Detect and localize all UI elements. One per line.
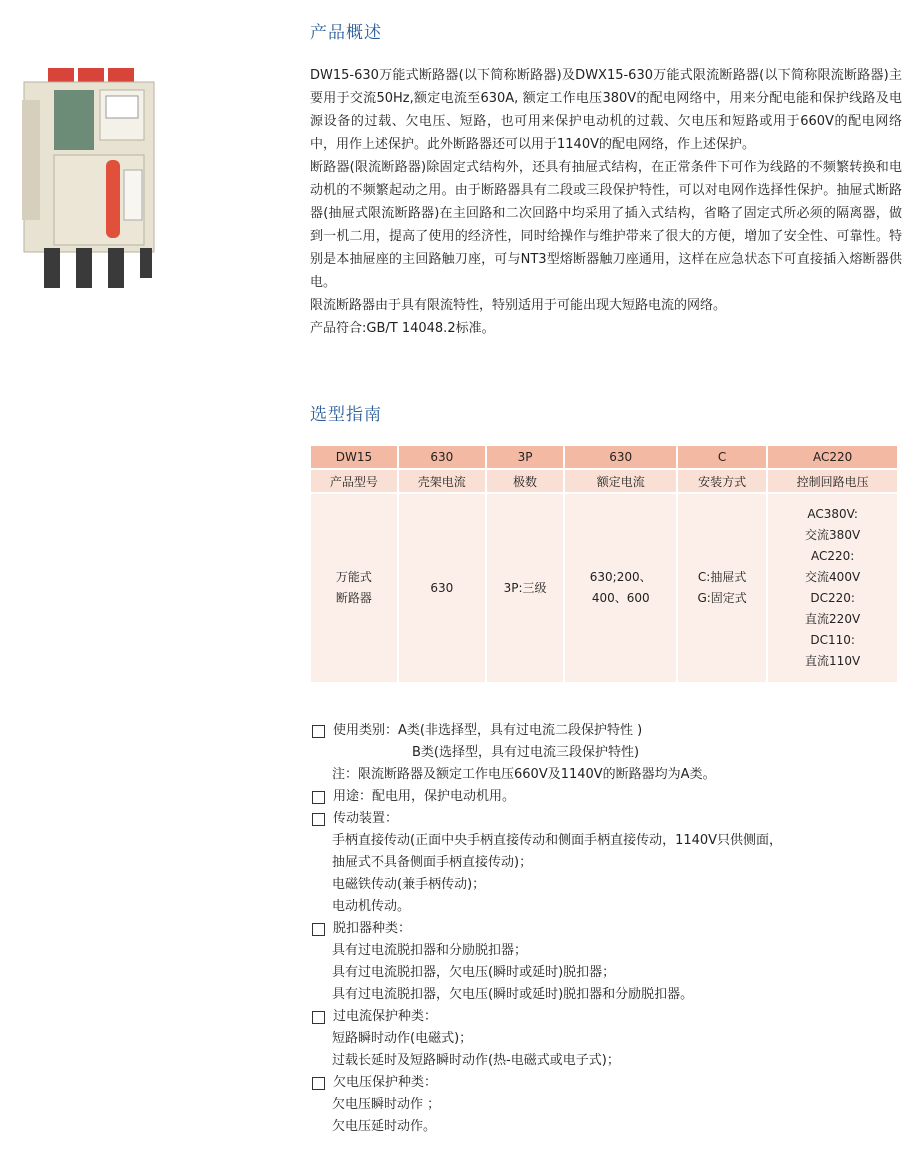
list-item (312, 1006, 912, 1028)
checkbox-icon (312, 791, 325, 804)
header-cell: 安装方式 (678, 470, 766, 492)
overview-text (310, 64, 902, 340)
code-cell: DW15 (311, 446, 397, 468)
undervoltage-item: 欠电压延时动作。 (332, 1119, 437, 1134)
purpose-label: 用途：配电用，保护电动机用。 (333, 789, 516, 804)
model-cell (311, 494, 397, 682)
voltage-line: 直流220V (805, 612, 861, 626)
drive-item: 电磁铁传动(兼手柄传动)； (332, 877, 486, 892)
category-label: 使用类别：A类(非选择型，具有过电流二段保护特性 ) (333, 723, 643, 738)
overview-paragraph: DW15-630万能式断路器(以下简称断路器)及DWX15-630万能式限流断路器(以下简称限流断路器)主要用于交流50Hz,额定电流至630A, 额定工作电压380V的配电网络中，用来分配电能和保护线路及电源设备的过载、欠电压、短路，也可用来保护电动机的过载、欠电压和短路或用于660V的配电网络中，用作上述保护。此外断路器还可以用于1140V的配电网络，作上述保护。 (310, 68, 902, 152)
install-line: C:抽屉式 (697, 570, 747, 584)
drive-item: 抽屉式不具备侧面手柄直接传动)； (332, 855, 533, 870)
voltage-cell (768, 494, 897, 682)
undervoltage-label: 欠电压保护种类： (333, 1075, 438, 1090)
value-row (311, 494, 897, 682)
selection-table (309, 444, 899, 684)
overview-paragraph: 产品符合:GB/T 14048.2标准。 (310, 321, 495, 336)
header-cell: 控制回路电压 (768, 470, 897, 492)
voltage-line: AC220: (810, 549, 855, 563)
checkbox-icon (312, 1011, 325, 1024)
undervoltage-item: 欠电压瞬时动作 ； (332, 1097, 441, 1112)
guide-title: 选型指南 (310, 405, 382, 425)
product-image (14, 60, 164, 300)
release-item: 具有过电流脱扣器和分励脱扣器； (332, 943, 528, 958)
voltage-line: DC110: (810, 633, 855, 647)
code-cell: 630 (565, 446, 676, 468)
rated-cell (565, 494, 676, 682)
checkbox-icon (312, 813, 325, 826)
voltage-line: 直流110V (805, 654, 861, 668)
model-line: 万能式 (335, 570, 372, 584)
release-label: 脱扣器种类： (333, 921, 412, 936)
code-cell: 630 (399, 446, 485, 468)
rated-line: 400、600 (591, 591, 650, 605)
overcurrent-label: 过电流保护种类： (333, 1009, 438, 1024)
voltage-line: DC220: (810, 591, 855, 605)
overcurrent-item: 过载长延时及短路瞬时动作(热-电磁式或电子式)； (332, 1053, 620, 1068)
category-note: 注：限流断路器及额定工作电压660V及1140V的断路器均为A类。 (332, 767, 716, 782)
code-cell: 3P (487, 446, 564, 468)
release-item: 具有过电流脱扣器，欠电压(瞬时或延时)脱扣器； (332, 965, 616, 980)
code-row (311, 446, 897, 468)
voltage-line: AC380V: (807, 507, 858, 521)
checkbox-icon (312, 1077, 325, 1090)
code-cell: C (678, 446, 766, 468)
header-cell: 产品型号 (311, 470, 397, 492)
list-item (312, 1072, 912, 1094)
voltage-line: 交流380V (805, 528, 861, 542)
list-item (312, 918, 912, 940)
overview-title: 产品概述 (310, 23, 382, 43)
drive-label: 传动装置： (333, 811, 399, 826)
overview-paragraph: 断路器(限流断路器)除固定式结构外，还具有抽屉式结构，在正常条件下可作为线路的不频繁转换和电动机的不频繁起动之用。由于断路器具有二段或三段保护特性，可以对电网作选择性保护。抽屉式断路器(抽屉式限流断路器)在主回路和二次回路中均采用了插入式结构，省略了固定式所必须的隔离器，做到一机二用，提高了使用的经济性，同时给操作与维护带来了很大的方便，增加了安全性、可靠性。特别是本抽屉座的主回路触刀座，可与NT3型熔断器触刀座通用，这样在应急状态下可直接插入熔断器供电。 (310, 160, 902, 290)
drive-item: 电动机传动。 (332, 899, 411, 914)
voltage-line: 交流400V (805, 570, 861, 584)
install-line: G:固定式 (697, 591, 747, 605)
header-cell: 额定电流 (565, 470, 676, 492)
overview-paragraph: 限流断路器由于具有限流特性，特别适用于可能出现大短路电流的网络。 (310, 298, 727, 313)
list-item (312, 786, 912, 808)
checkbox-icon (312, 923, 325, 936)
drive-item: 手柄直接传动(正面中央手柄直接传动和侧面手柄直接传动，1140V只供侧面， (332, 833, 783, 848)
overcurrent-item: 短路瞬时动作(电磁式)； (332, 1031, 473, 1046)
header-cell: 壳架电流 (399, 470, 485, 492)
checkbox-icon (312, 725, 325, 738)
spec-list (312, 720, 912, 1138)
list-item (312, 808, 912, 830)
install-cell (678, 494, 766, 682)
poles-cell: 3P:三级 (487, 494, 564, 682)
rated-line: 630;200、 (589, 570, 652, 584)
frame-cell: 630 (399, 494, 485, 682)
header-cell: 极数 (487, 470, 564, 492)
category-b: B类(选择型，具有过电流三段保护特性) (412, 745, 640, 760)
model-line: 断路器 (335, 591, 372, 605)
release-item: 具有过电流脱扣器，欠电压(瞬时或延时)脱扣器和分励脱扣器。 (332, 987, 694, 1002)
list-item (312, 720, 912, 742)
code-cell: AC220 (768, 446, 897, 468)
header-row (311, 470, 897, 492)
